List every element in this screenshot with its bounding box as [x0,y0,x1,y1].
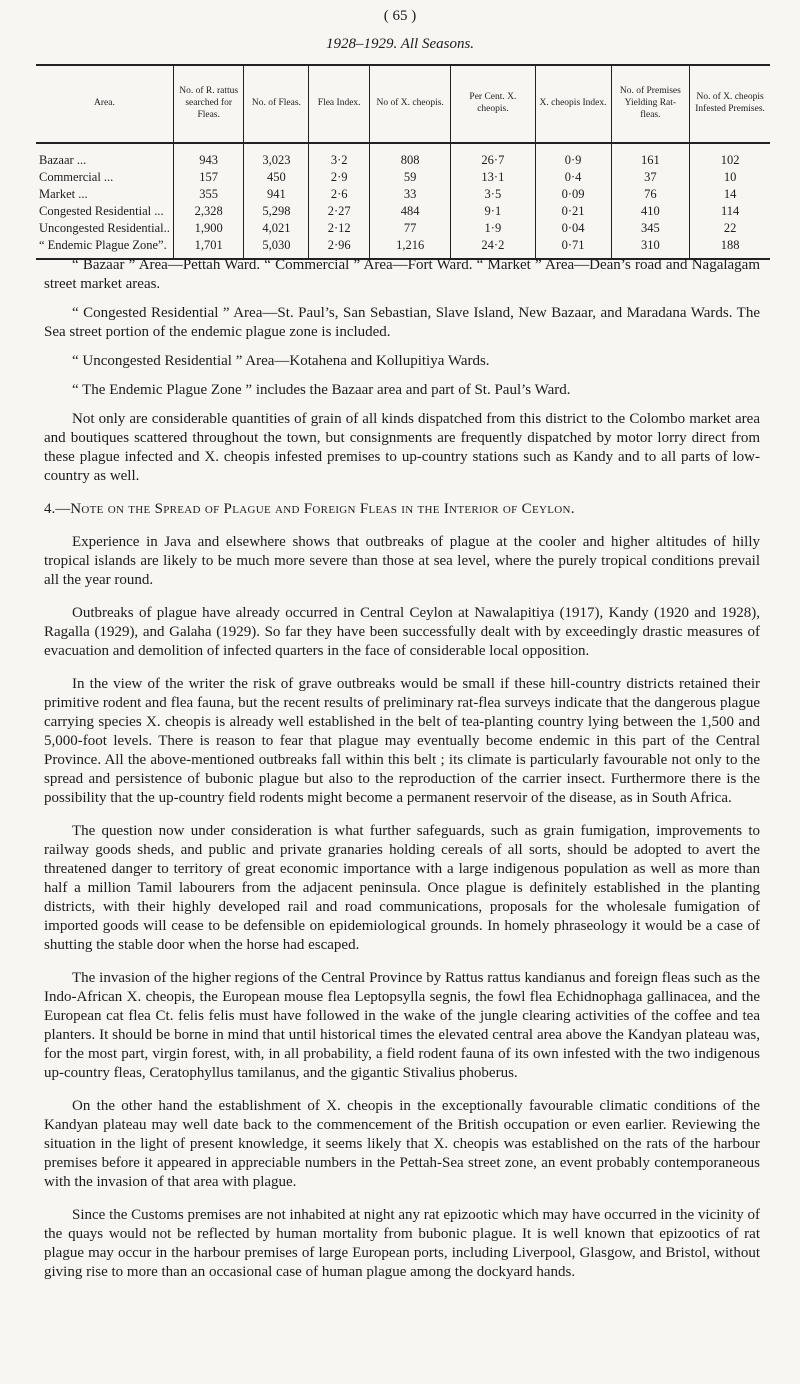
cell-per-cent: 13·1 [451,169,535,186]
table-row [36,220,770,237]
section-number: 4.— [44,501,71,517]
cell-rattus: 2,328 [173,203,244,220]
cell-cheopis: 77 [370,220,451,237]
cell-infested: 14 [690,186,770,203]
paragraph: Since the Customs premises are not inhabited at night any rat epizootic which may have occurred in the vicinity of the quays would not be reflected by human mortality from bubonic plague. It is well known that epizootics of rat plague may occur in the harbour premises of large European ports, including Liverpool, Glasgow, and Bristol, without giving rise to more than an occasional case of human plague among the dockyard hands. [44,1207,760,1280]
cell-infested: 22 [690,220,770,237]
cell-cheopis-index: 0·71 [535,237,611,259]
cell-cheopis: 484 [370,203,451,220]
rat-flea-table [36,64,770,260]
table-row [36,203,770,220]
paragraph-grain: Not only are considerable quantities of grain of all kinds dispatched from this district to the Colombo market area and boutiques scattered throughout the town, but consignments are frequently dispatched by motor lorry direct from these plague infected and X. cheopis infested premises to up-country stations such as Kandy and to all parts of low-country as well. [44,411,760,484]
cell-infested: 102 [690,143,770,169]
cell-per-cent: 9·1 [451,203,535,220]
cell-fleas: 450 [244,169,309,186]
table-header-row [36,65,770,143]
cell-fleas: 5,298 [244,203,309,220]
table-row [36,169,770,186]
paragraph: The invasion of the higher regions of the Central Province by Rattus rattus kandianus and foreign fleas such as the Indo-African X. cheopis, the European mouse flea Leptopsylla segnis, the fowl flea Echidnophaga gallinacea, and the European cat flea Ct. felis felis must have followed in the wake of the jungle clearing activities of the coffee and tea planters. It should be borne in mind that until historical times the elevated central area above the Kandyan plateau was, for the most part, virgin forest, with, in all probability, a field rodent fauna of its own infested with the two indigenous up-country fleas, Ceratophyllus tamilanus, and the gigantic Stivalius phoberus. [44,970,760,1081]
cell-flea-index: 2·12 [309,220,370,237]
cell-flea-index: 2·96 [309,237,370,259]
cell-infested: 188 [690,237,770,259]
cell-premises: 345 [611,220,690,237]
cell-area: Commercial ... [39,170,114,184]
cell-premises: 161 [611,143,690,169]
table-row [36,186,770,203]
paragraph: In the view of the writer the risk of grave outbreaks would be small if these hill-country districts retained their primitive rodent and flea fauna, but the recent results of preliminary rat-flea surveys indicate that the dangerous plague carrying species X. cheopis is already well established in the belt of tea-planting country lying between the 1,500 and 5,000-foot levels. There is reason to fear that plague may eventually become endemic in this part of the Central Province. All the above-mentioned outbreaks fall within this belt ; its climate is particularly favourable not only to the spread and persistence of bubonic plague but also to the reproduction of the carrier insect. Furthermore there is the possibility that the up-country field rodents might become a permanent reservoir of the disease, as in South Africa. [44,676,760,806]
cell-cheopis-index: 0·21 [535,203,611,220]
cell-cheopis-index: 0·04 [535,220,611,237]
area-note-uncongested: “ Uncongested Residential ” Area—Kotahena and Kollupitiya Wards. [72,353,490,369]
cell-flea-index: 3·2 [309,143,370,169]
paragraph: Experience in Java and elsewhere shows that outbreaks of plague at the cooler and higher altitudes of hilly tropical islands are likely to be much more severe than those at sea level, where the purely tropical conditions prevail all the year round. [44,534,760,588]
cell-fleas: 4,021 [244,220,309,237]
section-title: Note on the Spread of Plague and Foreign Fleas in the Interior of Ceylon. [70,501,575,517]
header-premises: No. of Premises Yielding Rat-fleas. [611,65,690,143]
cell-fleas: 5,030 [244,237,309,259]
header-cheopis: No of X. cheopis. [370,65,451,143]
cell-cheopis-index: 0·9 [535,143,611,169]
page-number: ( 65 ) [383,8,417,24]
cell-per-cent: 1·9 [451,220,535,237]
section-heading [44,500,760,519]
cell-rattus: 157 [173,169,244,186]
area-note-endemic: “ The Endemic Plague Zone ” includes the Bazaar area and part of St. Paul’s Ward. [72,382,571,398]
header-fleas: No. of Fleas. [244,65,309,143]
cell-premises: 410 [611,203,690,220]
cell-area: Uncongested Residential.. [39,221,170,235]
cell-area: Bazaar ... [39,153,87,167]
cell-cheopis-index: 0·09 [535,186,611,203]
cell-rattus: 943 [173,143,244,169]
cell-infested: 10 [690,169,770,186]
table-row [36,143,770,169]
cell-fleas: 941 [244,186,309,203]
header-cheopis-index: X. cheopis Index. [535,65,611,143]
cell-per-cent: 24·2 [451,237,535,259]
header-rattus: No. of R. rattus searched for Fleas. [173,65,244,143]
paragraph: The question now under consideration is what further safeguards, such as grain fumigation, improvements to railway goods sheds, and public and private granaries holding cereals of all sorts, should be adopted to avert the threatened danger to territory of great economic importance with a large indigenous population as well as more than half a million Tamil labourers from the adjacent peninsula. Once plague is definitely established in the planting districts, with their highly developed rail and road communications, proposals for the wholesale fumigation of imported goods will cease to be defensible on epidemiological grounds. In homely phraseology it would be a case of shutting the stable door when the horse had escaped. [44,823,760,953]
body-text [44,256,760,1282]
cell-premises: 310 [611,237,690,259]
cell-cheopis: 1,216 [370,237,451,259]
cell-cheopis: 808 [370,143,451,169]
cell-cheopis-index: 0·4 [535,169,611,186]
cell-flea-index: 2·27 [309,203,370,220]
cell-rattus: 355 [173,186,244,203]
area-note-bazaar: “ Bazaar ” Area—Pettah Ward. “ Commercial ” Area—Fort Ward. “ Market ” Area—Dean’s road and Nagalagam street market areas. [44,257,760,292]
cell-cheopis: 33 [370,186,451,203]
table-subtitle: 1928–1929. All Seasons. [325,36,475,52]
paragraph: Outbreaks of plague have already occurred in Central Ceylon at Nawalapitiya (1917), Kandy (1920 and 1928), Ragalla (1929), and Galaha (1929). So far they have been successfully dealt with by exceedingly drastic measures of evacuation and demolition of infected quarters in the face of considerable local opposition. [44,605,760,659]
cell-per-cent: 3·5 [451,186,535,203]
cell-rattus: 1,900 [173,220,244,237]
cell-per-cent: 26·7 [451,143,535,169]
paragraph: On the other hand the establishment of X. cheopis in the exceptionally favourable climatic conditions of the Kandyan plateau may well date back to the commencement of the British occupation or even earlier. Reviewing the situation in the light of present knowledge, it seems likely that X. cheopis was established on the rats of the harbour premises before it appeared in appreciable numbers in the Pettah-Sea street zone, an event probably contemporaneous with the invasion of that area with plague. [44,1098,760,1190]
cell-cheopis: 59 [370,169,451,186]
header-flea-index: Flea Index. [309,65,370,143]
cell-area: Congested Residential ... [39,204,164,218]
cell-flea-index: 2·9 [309,169,370,186]
header-area: Area. [36,65,173,143]
cell-fleas: 3,023 [244,143,309,169]
cell-infested: 114 [690,203,770,220]
cell-rattus: 1,701 [173,237,244,259]
cell-area: “ Endemic Plague Zone”. [36,237,173,259]
area-note-congested: “ Congested Residential ” Area—St. Paul’s, San Sebastian, Slave Island, New Bazaar, and Maradana Wards. The Sea street portion of the endemic plague zone is included. [44,305,760,340]
header-infested: No. of X. cheopis Infested Premises. [690,65,770,143]
cell-flea-index: 2·6 [309,186,370,203]
cell-area: Market ... [39,187,88,201]
header-per-cent: Per Cent. X. cheopis. [451,65,535,143]
cell-premises: 37 [611,169,690,186]
cell-premises: 76 [611,186,690,203]
